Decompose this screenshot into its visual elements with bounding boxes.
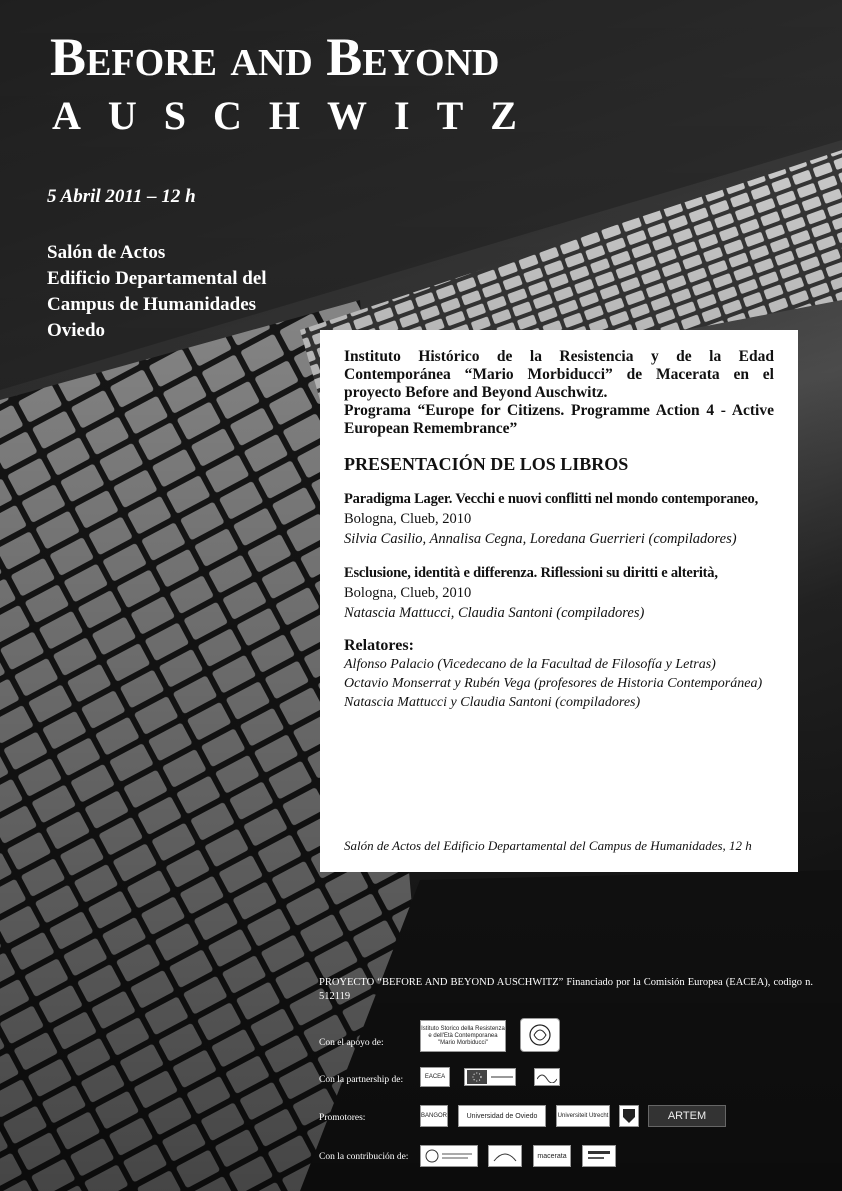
intro-text [344,348,774,438]
bars-icon [586,1149,612,1163]
oviedo-logo-text: Universidad de Oviedo [466,1112,538,1120]
panel-footer: Salón de Actos del Edificio Departamental del Campus de Humanidades, 12 h [344,838,752,853]
book-edition: Bologna, Clueb, 2010 [344,511,472,527]
relator-line: Natascia Mattucci y Claudia Santoni (compiladores) [344,695,641,710]
title-line-2: AUSCHWITZ [52,93,544,138]
istituto-storico-logo [420,1020,506,1052]
macerata-logo [533,1145,571,1167]
venue-line: Edificio Departamental del [47,268,267,289]
eacea-logo [420,1067,450,1087]
utrecht-logo [556,1105,610,1127]
venue-line: Salón de Actos [47,242,166,263]
seal-icon [424,1148,474,1164]
contrib-logo-2 [582,1145,616,1167]
emblem-icon [525,1021,555,1049]
info-panel [320,330,798,872]
istituto-logo-text: Istituto Storico della Resistenza e dell'Età Contemporanea "Mario Morbiducci" [421,1025,505,1046]
book-edition: Bologna, Clueb, 2010 [344,585,472,601]
crest-logo [619,1105,639,1127]
book-entry [344,489,774,549]
event-venue [47,240,267,344]
artem-logo-text: ARTEM [667,1109,707,1122]
eu-flag-logo [464,1068,516,1086]
utrecht-logo-text: Universiteit Utrecht [557,1112,609,1119]
relatores-heading: Relatores: [344,637,414,654]
uni-macerata-logo [420,1145,478,1167]
arch-icon [492,1149,518,1163]
label-promoters: Promotores: [319,1113,366,1123]
shield-icon [622,1108,636,1124]
relator-line: Alfonso Palacio (Vicedecano de la Facultad de Filosofía y Letras) [344,657,716,672]
venue-line: Oviedo [47,320,106,341]
label-partnership: Con la partnership de: [319,1075,404,1085]
book-title: Esclusione, identità e differenza. Riflessioni su diritti e alterità, [344,565,718,581]
label-support: Con el apoyo de: [319,1038,384,1048]
partner-logo [534,1068,560,1086]
macerata-logo-text: macerata [537,1152,567,1160]
bangor-logo-text: BANGOR [421,1112,448,1119]
wave-icon [537,1071,557,1083]
bangor-logo [420,1105,448,1127]
book-authors: Natascia Mattucci, Claudia Santoni (compiladores) [344,605,645,621]
eu-flag-icon [467,1070,513,1084]
oviedo-logo [458,1105,546,1127]
relator-line: Octavio Monserrat y Rubén Vega (profesores de Historia Contemporánea) [344,676,763,691]
artem-logo [648,1105,726,1127]
intro-line: Instituto Histórico de la Resistencia y de la Edad Contemporánea “Mario Morbiducci” de Macerata en el proyecto Before and Beyond Auschwitz. [344,348,774,401]
book-title: Paradigma Lager. Vecchi e nuovi conflitti nel mondo contemporaneo, [344,491,758,507]
title-line-1: Before and Beyond [50,27,500,87]
support-emblem-logo [520,1018,560,1052]
intro-line: Programa “Europe for Citizens. Programme Action 4 - Active European Remembrance” [344,402,774,437]
book-entry [344,563,774,623]
project-funding-text: PROYECTO “BEFORE AND BEYOND AUSCHWITZ” Financiado por la Comisión Europea (EACEA), codigo n. 512119 [319,977,813,1002]
book-authors: Silvia Casilio, Annalisa Cegna, Loredana Guerrieri (compiladores) [344,531,737,547]
eacea-logo-text: EACEA [424,1073,446,1080]
label-contribution: Con la contribución de: [319,1152,409,1162]
contrib-logo [488,1145,522,1167]
event-date: 5 Abril 2011 – 12 h [47,186,196,207]
section-title: PRESENTACIÓN DE LOS LIBROS [344,454,629,474]
venue-line: Campus de Humanidades [47,294,257,315]
